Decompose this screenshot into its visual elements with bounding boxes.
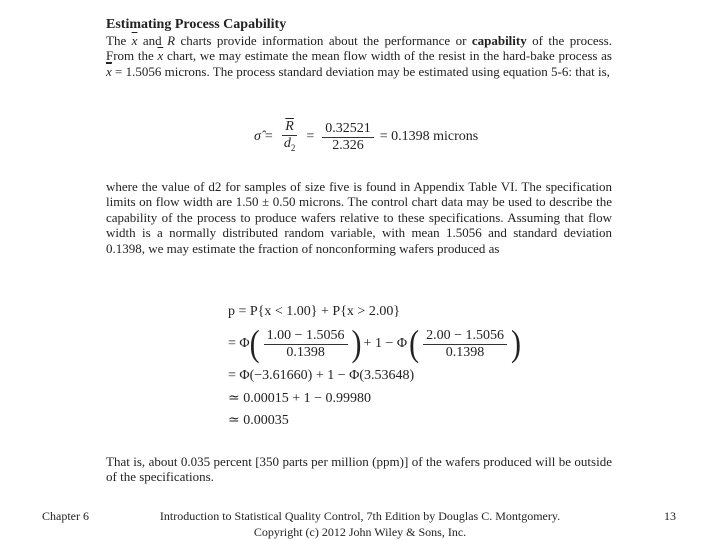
paragraph-3: That is, about 0.035 percent [350 parts per million (ppm)] of the wafers produced will be outside of the specifications.	[106, 454, 612, 485]
rbar-over-d2-fraction: $\frac{\overline{R}}{d_2}$	[283, 119, 296, 153]
first-z-fraction: $\frac{1.00 - 1.5056}{0.1398}$	[264, 328, 348, 361]
r-symbol: R	[167, 33, 176, 48]
equation-line-3: = Φ(−3.61660) + 1 − Φ(3.53648)	[228, 368, 415, 383]
book-citation	[150, 508, 570, 540]
nonconforming-fraction-derivation	[228, 301, 521, 431]
bold-term: capability	[471, 33, 527, 48]
equation-line-1: p = P{x < 1.00} + P{x > 2.00}	[228, 304, 401, 319]
sigma-estimate-equation: σ̂ = $\frac{\overline{R}}{d_2}$ = $\frac{0.32521}{2.326}$ = 0.1398 microns	[254, 119, 478, 156]
page-number: 13	[664, 509, 676, 523]
x-bar-symbol: $\overline{x}$	[157, 48, 164, 64]
book-title-line: Introduction to Statistical Quality Control, 7th Edition by Douglas C. Montgomery.	[159, 509, 561, 523]
x-double-bar-symbol: $\overline{x}$	[106, 63, 112, 79]
fraction-numerator: 0.32521	[322, 121, 374, 138]
numeric-fraction	[322, 121, 374, 154]
sigma-result: = 0.1398 microns	[379, 129, 479, 145]
d2-symbol: d	[283, 136, 291, 151]
sigma-hat-symbol: σ̂	[254, 129, 261, 145]
equation-line-5: ≃ 0.00035	[228, 412, 289, 428]
equation-line-2: = Φ ( $\frac{1.00 - 1.5056}{0.1398}$ ) + 1 − Φ ( $\frac{2.00 - 1.5056}{0.1398}$ )	[228, 322, 521, 364]
r-bar-symbol: $\overline{R}$	[282, 119, 297, 136]
copyright-line: Copyright (c) 2012 John Wiley & Sons, Inc.	[253, 525, 467, 539]
paragraph-1: The $\overline{x}$ and R charts provide information about the performance or capability of the process. From the $\overline{x}$ chart, we may estimate the mean flow width of the resist in the hard-bake process as $\overline{x} = 1.5056$ microns. The process standard deviation may be estimated using equation 5-6: that is,	[106, 33, 612, 79]
x-bar-symbol: $\overline{x}$	[131, 33, 138, 48]
equation-line-4: ≃ 0.00015 + 1 − 0.99980	[228, 390, 372, 406]
second-z-fraction: $\frac{2.00 - 1.5056}{0.1398}$	[423, 328, 507, 361]
textbook-page	[106, 16, 612, 485]
chapter-label: Chapter 6	[42, 509, 89, 523]
paragraph-2: where the value of d2 for samples of size five is found in Appendix Table VI. The specification limits on flow width are 1.50 ± 0.50 microns. The control chart data may be used to describe the capability of the process to produce wafers relative to these specifications. Assuming that flow width is a normally distributed random variable, with mean 1.5056 and standard deviation 0.1398, we may estimate the fraction of nonconforming wafers produced as	[106, 179, 612, 256]
section-heading: Estimating Process Capability	[106, 17, 287, 32]
fraction-denominator: 2.326	[332, 137, 364, 153]
